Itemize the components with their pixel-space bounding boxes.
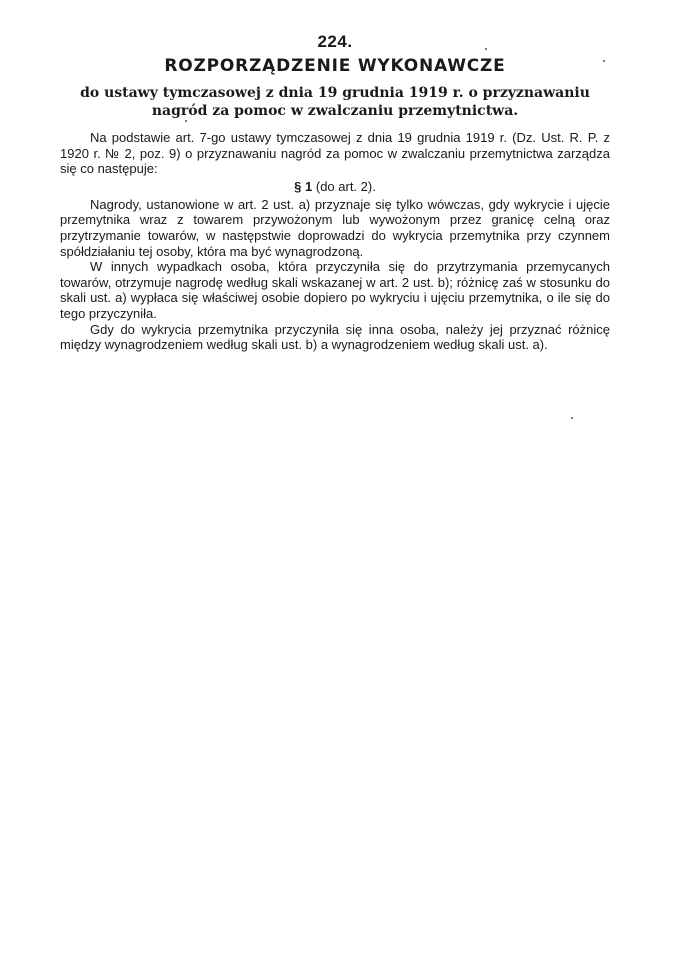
scan-speck	[185, 120, 187, 122]
section-reference: (do art. 2).	[315, 178, 376, 194]
section-symbol: § 1	[294, 178, 313, 194]
document-subtitle	[60, 84, 610, 120]
section-heading	[60, 179, 610, 194]
intro-paragraph: Na podstawie art. 7-go ustawy tymczasowej z dnia 19 grudnia 1919 r. (Dz. Ust. R. P. z 1920 r. № 2, poz. 9) o przyznawaniu nagród za pomoc w zwalczaniu przemytnictwa zarządza się co następuje:	[60, 130, 610, 177]
body-paragraph-1: Nagrody, ustanowione w art. 2 ust. a) przyznaje się tylko wówczas, gdy wykrycie i ujęcie przemytnika wraz z towarem przywożonym lub wywożonym przez granicę celną oraz przytrzymanie towarów, w następstwie doprowadzi do wykrycia przemytnika przy czynnem spółdziałaniu tej osoby, która ma być wynagrodzoną.	[60, 196, 610, 259]
document-page	[60, 32, 610, 353]
page-number: 224.	[317, 32, 353, 51]
subtitle-line-1: do ustawy tymczasowej z dnia 19 grudnia 1919 r. o przyznawaniu	[80, 85, 590, 101]
subtitle-line-2: nagród za pomoc w zwalczaniu przemytnictwa.	[151, 103, 519, 119]
scan-speck	[603, 60, 605, 62]
body-paragraph-3: Gdy do wykrycia przemytnika przyczyniła się inna osoba, należy jej przyznać różnicę między wynagrodzeniem według skali ust. b) a wynagrodzeniem według skali ust. a).	[60, 321, 610, 353]
scan-speck	[485, 48, 487, 50]
body-paragraph-2: W innych wypadkach osoba, która przyczyniła się do przytrzymania przemycanych towarów, otrzymuje nagrodę według skali wskazanej w art. 2 ust. b); różnicę zaś w stosunku do skali ust. a) wypłaca się właściwej osobie dopiero po wykryciu i ujęciu przemytnika, o ile się do tego przyczyniła.	[60, 259, 610, 321]
scan-speck	[571, 417, 573, 419]
document-title: ROZPORZĄDZENIE WYKONAWCZE	[164, 56, 506, 76]
